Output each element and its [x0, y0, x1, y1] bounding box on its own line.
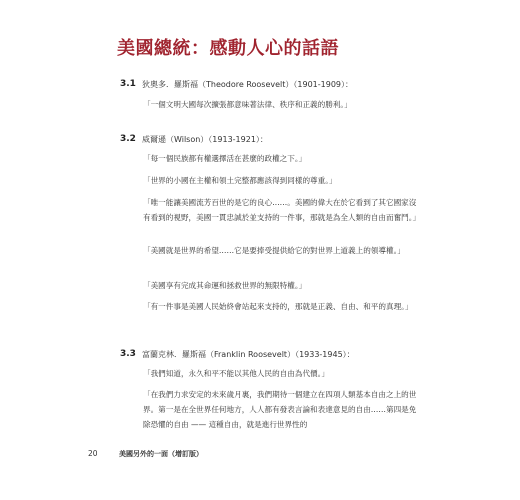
quote: 「美國享有完成其命運和拯救世界的無限特權。」: [143, 281, 307, 290]
page-title: 美國總統：感動人心的話語: [117, 38, 339, 59]
section-heading: 富蘭克林．羅斯福（Franklin Roosevelt）（1933-1945）：: [142, 350, 355, 359]
section-3-2: [120, 134, 421, 311]
section-number: 3.2: [120, 134, 136, 144]
quote: 「有一件事是美國人民始終會站起來支持的，那就是正義、自由、和平的真理。」: [143, 302, 413, 311]
quote: 「在我們力求安定的未來歲月裏，我們期待一個建立在四項人類基本自由之上的世界。第一是在全世界任何地方，人人都有發表言論和表達意見的自由……第四是免除恐懼的自由 —— 這種自由，就是進行世界性的: [143, 390, 417, 429]
section-number: 3.1: [120, 79, 136, 89]
section-3-1: [120, 79, 420, 109]
section-number: 3.3: [120, 349, 136, 359]
quote: 「美國就是世界的希望……它是要捧受提供給它的對世界上道義上的領導權。」: [143, 246, 405, 255]
section-heading: 威爾遜（Wilson）（1913-1921）：: [142, 135, 268, 144]
page-number: 20: [88, 449, 98, 458]
quote: 「我們知道，永久和平不能以其他人民的自由為代價。」: [143, 369, 330, 378]
quote: 「一個文明大國每次擴張都意味著法律、秩序和正義的勝利。」: [143, 100, 352, 109]
section-3-3: [120, 349, 420, 429]
quote: 「每一個民族都有權選擇活在甚麼的政權之下。」: [143, 154, 307, 163]
running-footer-title: 美國另外的一面（增訂版）: [119, 450, 203, 458]
section-heading: 狄奧多．羅斯福（Theodore Roosevelt）（1901-1909）：: [142, 80, 354, 89]
quote: 「世界的小國在主權和領土完整都應該得到同樣的尊重。」: [143, 176, 337, 185]
quote: 「唯一能讓美國流芳百世的是它的良心……。美國的偉大在於它看到了其它國家沒有看到的視野，美國一貫忠誠於並支持的一件事，那就是為全人類的自由而奮鬥。」: [143, 198, 421, 222]
